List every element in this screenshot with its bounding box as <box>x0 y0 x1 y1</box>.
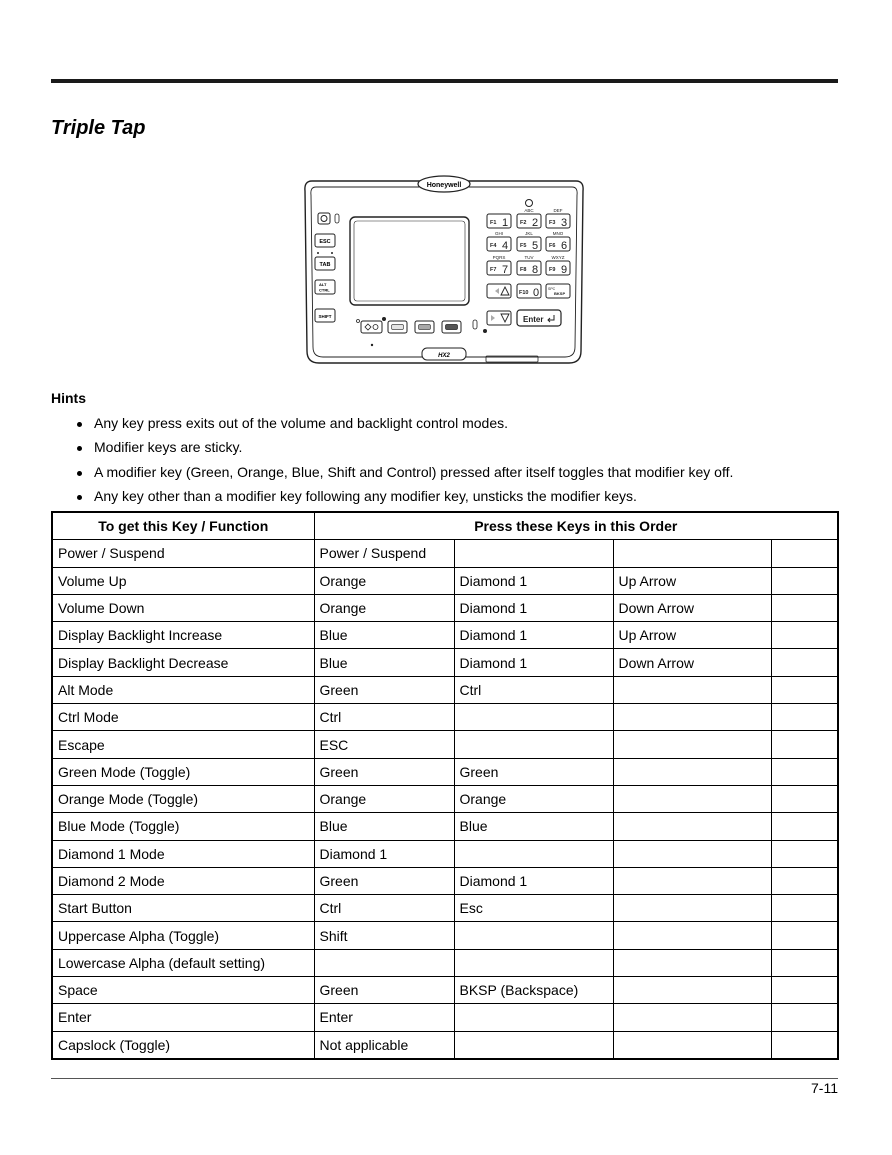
key-cell: Ctrl <box>314 704 454 731</box>
function-cell: Space <box>52 977 314 1004</box>
key-cell <box>771 867 838 894</box>
key-cell <box>771 949 838 976</box>
key-cell <box>771 1031 838 1059</box>
digit-8-label: 8 <box>532 264 539 276</box>
key-cell: Green <box>314 676 454 703</box>
table-row <box>52 704 838 731</box>
f6-label: F6 <box>549 243 556 249</box>
key-cell: Up Arrow <box>613 622 771 649</box>
key-cell <box>613 785 771 812</box>
key-cell: Green <box>314 758 454 785</box>
table-row <box>52 649 838 676</box>
key-cell: Diamond 1 <box>454 567 613 594</box>
green-key[interactable] <box>388 321 407 333</box>
key-cell <box>613 1031 771 1059</box>
key-cell <box>454 704 613 731</box>
scan-led-icon <box>526 200 533 207</box>
key-cell: Ctrl <box>314 895 454 922</box>
table-row <box>52 731 838 758</box>
key-cell: Diamond 1 <box>454 594 613 621</box>
abc-label: ABC <box>524 208 534 213</box>
function-cell: Start Button <box>52 895 314 922</box>
f2-label: F2 <box>520 220 527 226</box>
key-sequence-table <box>51 511 839 1060</box>
esc-key-label: ESC <box>319 239 331 245</box>
key-cell <box>454 1004 613 1031</box>
function-cell: Green Mode (Toggle) <box>52 758 314 785</box>
table-row <box>52 813 838 840</box>
key-cell: BKSP (Backspace) <box>454 977 613 1004</box>
key-cell <box>613 840 771 867</box>
key-cell <box>613 758 771 785</box>
table-header-row <box>52 512 838 540</box>
table-row <box>52 785 838 812</box>
key-cell <box>613 813 771 840</box>
f5-label: F5 <box>520 243 527 249</box>
key-cell: Orange <box>314 785 454 812</box>
digit-7-label: 7 <box>502 264 509 276</box>
function-cell: Volume Up <box>52 567 314 594</box>
digit-6-label: 6 <box>561 240 568 252</box>
key-cell: Blue <box>314 813 454 840</box>
tab-key[interactable] <box>315 257 335 270</box>
key-cell: Blue <box>454 813 613 840</box>
key-cell <box>454 731 613 758</box>
key-cell: Power / Suspend <box>314 540 454 567</box>
function-cell: Ctrl Mode <box>52 704 314 731</box>
tuv-label: TUV <box>524 255 534 260</box>
f8-key[interactable] <box>517 261 541 276</box>
function-cell: Enter <box>52 1004 314 1031</box>
function-cell: Blue Mode (Toggle) <box>52 813 314 840</box>
key-cell <box>613 676 771 703</box>
f9-key[interactable] <box>546 261 570 276</box>
shift-key[interactable] <box>315 309 335 322</box>
diamond-key[interactable] <box>361 321 382 333</box>
indicator-light-icon <box>483 329 487 333</box>
key-cell: Up Arrow <box>613 567 771 594</box>
digit-3-label: 3 <box>561 217 568 229</box>
key-cell: Green <box>314 977 454 1004</box>
function-cell: Lowercase Alpha (default setting) <box>52 949 314 976</box>
table-row <box>52 1004 838 1031</box>
function-cell: Power / Suspend <box>52 540 314 567</box>
wxyz-label: WXYZ <box>551 255 565 260</box>
f9-label: F9 <box>549 267 556 273</box>
table-row <box>52 867 838 894</box>
ghi-label: GHI <box>494 231 504 236</box>
top-rule <box>51 79 838 83</box>
table-body <box>52 540 838 1059</box>
key-cell <box>454 1031 613 1059</box>
key-cell <box>454 949 613 976</box>
key-cell <box>771 567 838 594</box>
function-cell: Diamond 2 Mode <box>52 867 314 894</box>
function-cell: Display Backlight Increase <box>52 622 314 649</box>
right-arrow-key[interactable] <box>487 311 511 325</box>
key-cell <box>613 704 771 731</box>
key-cell: Shift <box>314 922 454 949</box>
table-row <box>52 977 838 1004</box>
bksp-label: BKSP <box>554 291 566 296</box>
table-row <box>52 567 838 594</box>
page-title: Triple Tap <box>51 117 146 139</box>
dot-icon <box>371 344 373 346</box>
hints-list <box>51 412 733 509</box>
ctrl-key-label: CTRL <box>319 287 330 293</box>
enter-label: Enter <box>523 315 544 324</box>
key-cell: Not applicable <box>314 1031 454 1059</box>
indicator-light-icon <box>382 317 386 321</box>
function-cell: Volume Down <box>52 594 314 621</box>
key-cell: Diamond 1 <box>454 622 613 649</box>
key-cell <box>613 1004 771 1031</box>
key-cell <box>771 840 838 867</box>
key-cell <box>613 949 771 976</box>
display-screen <box>350 217 469 305</box>
digit-5-label: 5 <box>532 240 539 252</box>
key-cell <box>454 540 613 567</box>
key-cell <box>613 922 771 949</box>
alt-ctrl-key[interactable] <box>315 280 335 294</box>
key-cell: Diamond 1 <box>454 649 613 676</box>
page-number: 7-11 <box>811 1080 838 1096</box>
table-row <box>52 1031 838 1059</box>
key-cell <box>771 676 838 703</box>
dot-icon <box>317 252 319 254</box>
key-cell <box>613 540 771 567</box>
table-row <box>52 622 838 649</box>
key-cell: Down Arrow <box>613 649 771 676</box>
f1-label: F1 <box>490 220 497 226</box>
function-cell: Escape <box>52 731 314 758</box>
key-cell <box>771 649 838 676</box>
key-cell <box>613 731 771 758</box>
hint-item: A modifier key (Green, Orange, Blue, Shift and Control) pressed after itself toggles that modifier key off. <box>51 461 733 485</box>
column-header-keys: Press these Keys in this Order <box>314 512 838 540</box>
f5-key[interactable] <box>517 237 541 252</box>
key-cell <box>771 594 838 621</box>
key-cell: Diamond 1 <box>454 867 613 894</box>
key-cell <box>771 731 838 758</box>
key-cell: Blue <box>314 649 454 676</box>
key-cell <box>771 1004 838 1031</box>
table-row <box>52 676 838 703</box>
bottom-rule <box>51 1078 838 1079</box>
table-row <box>52 949 838 976</box>
function-cell: Orange Mode (Toggle) <box>52 785 314 812</box>
f7-label: F7 <box>490 267 497 273</box>
hint-item: Any key other than a modifier key following any modifier key, unsticks the modifier keys. <box>51 485 733 509</box>
function-cell: Uppercase Alpha (Toggle) <box>52 922 314 949</box>
digit-9-label: 9 <box>561 264 568 276</box>
key-cell <box>613 977 771 1004</box>
pqrs-label: PQRS <box>492 255 506 260</box>
digit-2-label: 2 <box>532 217 539 229</box>
key-cell <box>454 840 613 867</box>
function-cell: Display Backlight Decrease <box>52 649 314 676</box>
f4-key[interactable] <box>487 237 511 252</box>
model-logo: HX2 <box>438 353 450 359</box>
orange-key[interactable] <box>415 321 434 333</box>
key-cell: Green <box>454 758 613 785</box>
digit-0-label: 0 <box>533 287 540 299</box>
f8-label: F8 <box>520 267 527 273</box>
column-header-function: To get this Key / Function <box>52 512 314 540</box>
def-label: DEF <box>553 208 563 213</box>
key-cell <box>771 922 838 949</box>
key-cell <box>771 785 838 812</box>
hints-heading: Hints <box>51 390 86 406</box>
status-led-icon <box>473 320 477 329</box>
spc-label: SPC <box>548 287 556 291</box>
key-cell: Orange <box>454 785 613 812</box>
indicator-light-icon <box>357 320 360 323</box>
brand-logo: Honeywell <box>426 182 462 189</box>
blue-key[interactable] <box>442 321 461 333</box>
key-cell: Diamond 1 <box>314 840 454 867</box>
f10-label: F10 <box>519 290 529 296</box>
table-row <box>52 594 838 621</box>
power-key[interactable] <box>318 213 330 224</box>
f3-key[interactable] <box>546 214 570 229</box>
f2-key[interactable] <box>517 214 541 229</box>
table-row <box>52 758 838 785</box>
power-led-icon <box>335 214 339 223</box>
key-cell: Orange <box>314 594 454 621</box>
key-cell: Blue <box>314 622 454 649</box>
digit-4-label: 4 <box>502 240 509 252</box>
table-row <box>52 540 838 567</box>
key-cell <box>771 758 838 785</box>
key-cell <box>771 622 838 649</box>
space-backspace-key[interactable] <box>546 284 570 298</box>
f10-key[interactable] <box>517 284 541 299</box>
key-cell <box>454 922 613 949</box>
key-cell: Esc <box>454 895 613 922</box>
table-row <box>52 922 838 949</box>
alt-key-label: ALT <box>319 282 327 287</box>
hint-item: Any key press exits out of the volume and backlight control modes. <box>51 412 733 436</box>
key-cell <box>771 813 838 840</box>
key-cell: Green <box>314 867 454 894</box>
dot-icon <box>331 252 333 254</box>
key-cell: ESC <box>314 731 454 758</box>
f4-label: F4 <box>490 243 497 249</box>
f6-key[interactable] <box>546 237 570 252</box>
f7-key[interactable] <box>487 261 511 276</box>
f3-label: F3 <box>549 220 556 226</box>
esc-key[interactable] <box>315 234 335 247</box>
key-cell <box>613 867 771 894</box>
key-cell: Down Arrow <box>613 594 771 621</box>
key-cell: Orange <box>314 567 454 594</box>
jkl-label: JKL <box>525 231 533 236</box>
digit-1-label: 1 <box>502 217 509 229</box>
function-cell: Diamond 1 Mode <box>52 840 314 867</box>
key-cell <box>314 949 454 976</box>
key-cell <box>771 540 838 567</box>
key-cell <box>771 977 838 1004</box>
key-cell <box>771 895 838 922</box>
hint-item: Modifier keys are sticky. <box>51 436 733 460</box>
f1-key[interactable] <box>487 214 511 229</box>
device-keypad-illustration <box>302 173 586 369</box>
left-arrow-key[interactable] <box>487 284 511 298</box>
tab-key-label: TAB <box>319 262 331 268</box>
table-row <box>52 895 838 922</box>
function-cell: Capslock (Toggle) <box>52 1031 314 1059</box>
mno-label: MNO <box>552 231 564 236</box>
enter-key[interactable] <box>517 310 561 326</box>
shift-key-label: SHIFT <box>318 314 332 319</box>
key-cell: Enter <box>314 1004 454 1031</box>
key-cell: Ctrl <box>454 676 613 703</box>
key-cell <box>771 704 838 731</box>
function-cell: Alt Mode <box>52 676 314 703</box>
table-row <box>52 840 838 867</box>
key-cell <box>613 895 771 922</box>
